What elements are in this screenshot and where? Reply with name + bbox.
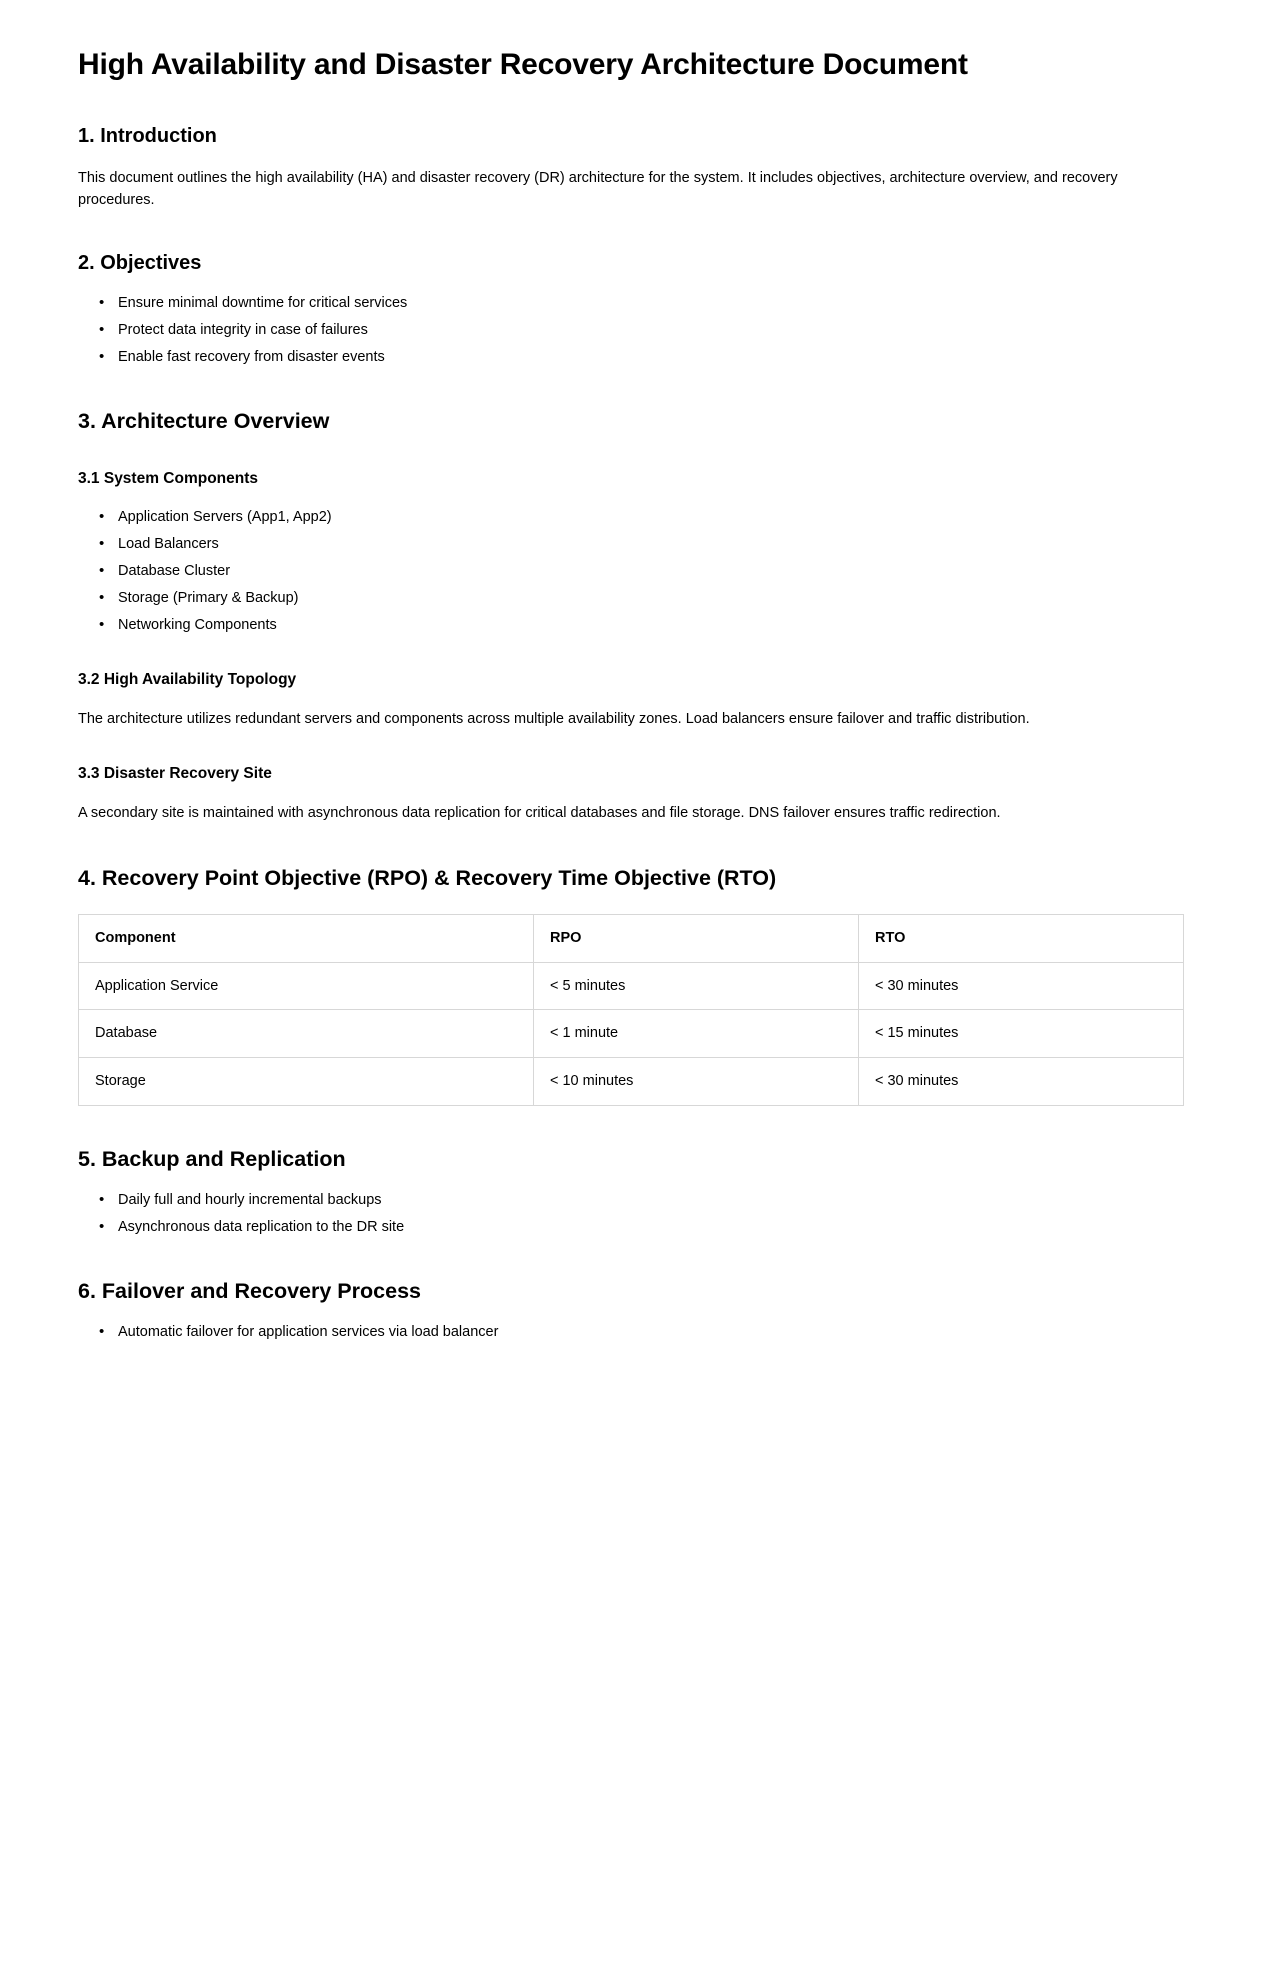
- table-header-row: [79, 914, 1184, 962]
- heading-introduction: 1. Introduction: [78, 124, 217, 147]
- column-header-rto: RTO: [859, 914, 1184, 962]
- list-failover-recovery: [78, 1322, 1185, 1343]
- cell-component: Application Service: [79, 962, 534, 1010]
- heading-backup-replication: 5. Backup and Replication: [78, 1147, 346, 1172]
- column-header-rpo: RPO: [534, 914, 859, 962]
- list-system-components: [78, 507, 1185, 636]
- list-item: • Load Balancers: [118, 534, 1185, 555]
- page-title: High Availability and Disaster Recovery Architecture Document: [78, 48, 968, 81]
- heading-rpo-rto: 4. Recovery Point Objective (RPO) & Recovery Time Objective (RTO): [78, 865, 777, 890]
- cell-component: Storage: [79, 1058, 534, 1106]
- list-item: • Enable fast recovery from disaster events: [118, 347, 1185, 368]
- heading-system-components: 3.1 System Components: [78, 470, 259, 488]
- table-row: [79, 962, 1184, 1010]
- list-item: • Ensure minimal downtime for critical services: [118, 293, 1185, 314]
- table-row: [79, 1058, 1184, 1106]
- cell-rpo: < 5 minutes: [534, 962, 859, 1010]
- list-item: • Database Cluster: [118, 561, 1185, 582]
- cell-component: Database: [79, 1010, 534, 1058]
- table-row: [79, 1010, 1184, 1058]
- paragraph-disaster-recovery-site: A secondary site is maintained with asynchronous data replication for critical databases and file storage. DNS failover ensures traffic redirection.: [78, 805, 1001, 822]
- list-item: • Networking Components: [118, 615, 1185, 636]
- cell-rto: < 30 minutes: [859, 962, 1184, 1010]
- heading-failover-recovery: 6. Failover and Recovery Process: [78, 1278, 421, 1303]
- list-item: • Storage (Primary & Backup): [118, 588, 1185, 609]
- list-item: • Protect data integrity in case of failures: [118, 320, 1185, 341]
- heading-objectives: 2. Objectives: [78, 252, 202, 275]
- heading-high-availability-topology: 3.2 High Availability Topology: [78, 670, 297, 688]
- table-header: [79, 914, 1184, 962]
- column-header-component: Component: [79, 914, 534, 962]
- paragraph-high-availability-topology: The architecture utilizes redundant servers and components across multiple availability zones. Load balancers ensure failover and traffic distribution.: [78, 710, 1030, 727]
- list-item: • Daily full and hourly incremental backups: [118, 1190, 1185, 1211]
- list-backup-replication: [78, 1190, 1185, 1238]
- heading-architecture-overview: 3. Architecture Overview: [78, 409, 330, 434]
- heading-disaster-recovery-site: 3.3 Disaster Recovery Site: [78, 765, 272, 783]
- paragraph-introduction: This document outlines the high availability (HA) and disaster recovery (DR) architecture for the system. It includes objectives, architecture overview, and recovery procedures.: [78, 169, 1118, 208]
- cell-rto: < 15 minutes: [859, 1010, 1184, 1058]
- list-objectives: [78, 293, 1185, 368]
- list-item: • Asynchronous data replication to the DR site: [118, 1217, 1185, 1238]
- list-item: • Application Servers (App1, App2): [118, 507, 1185, 528]
- cell-rpo: < 10 minutes: [534, 1058, 859, 1106]
- cell-rto: < 30 minutes: [859, 1058, 1184, 1106]
- cell-rpo: < 1 minute: [534, 1010, 859, 1058]
- list-item: • Automatic failover for application services via load balancer: [118, 1322, 1185, 1343]
- table-body: [79, 962, 1184, 1106]
- rpo-rto-table: [78, 914, 1184, 1106]
